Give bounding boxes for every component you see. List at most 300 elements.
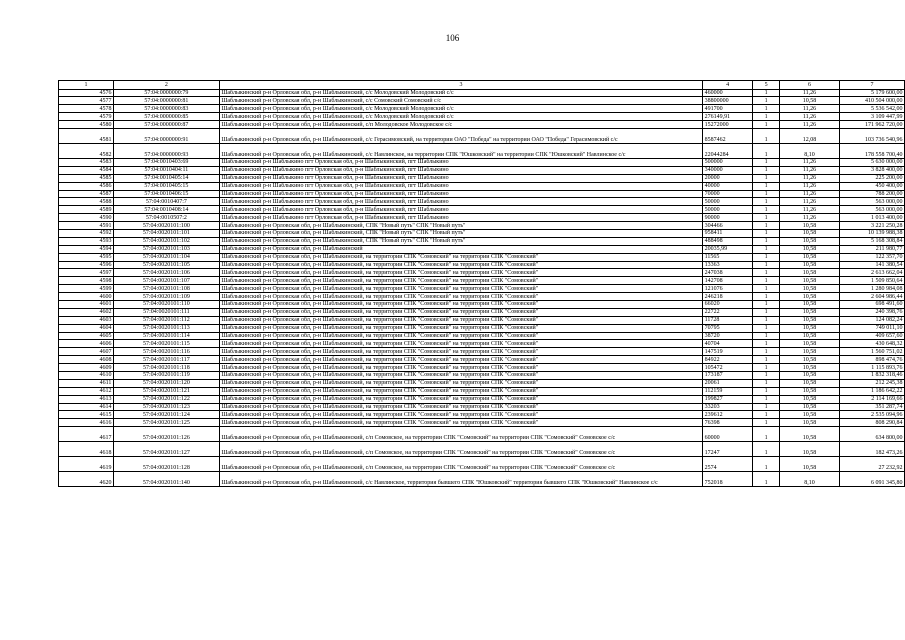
cadastral-number-cell: 57:04:0020101:113 — [113, 324, 219, 332]
address-text: Шаблыкинский р-н Орловская обл, р-н Шаблыкинский, на территории СПК "Сомовский" на территории СПК "Сомовский" — [221, 356, 539, 363]
area-cell: 70795 — [703, 324, 753, 332]
cadastral-number-cell: 57:04:0000000:79 — [113, 89, 219, 97]
specific-value-cell: 11,26 — [780, 198, 840, 206]
cadastral-number-cell: 57:04:0020101:102 — [113, 237, 219, 245]
address-text: Шаблыкинский р-н Орловская обл, р-н Шаблыкинский, на территории СПК "Сомовский" на территории СПК "Сомовский" — [221, 262, 539, 269]
address-cell — [219, 364, 702, 372]
column-header: 6 — [780, 81, 840, 90]
address-cell — [219, 245, 702, 253]
area-cell: 147519 — [703, 348, 753, 356]
row-number-cell: 4617 — [59, 427, 114, 442]
cadastral-number-cell: 57:04:0020101:121 — [113, 387, 219, 395]
cadastral-number-cell: 57:04:0020101:101 — [113, 229, 219, 237]
cadastral-number-cell: 57:04:0020101:106 — [113, 269, 219, 277]
address-text: Шаблыкинский р-н Орловская обл, р-н Шаблыкинский, с/с Навлинское, на территории СПК "Юшковский" на территории СПК "Юшковский" Навлинское с/с — [221, 151, 626, 158]
area-cell: 50000 — [703, 206, 753, 214]
coefficient-cell: 1 — [753, 277, 780, 285]
row-number-cell: 4601 — [59, 300, 114, 308]
cadastral-number-cell: 57:04:0020101:108 — [113, 285, 219, 293]
cadastral-value-cell: 898 474,76 — [839, 356, 904, 364]
area-cell: 15272000 — [703, 121, 753, 129]
row-number-cell: 4620 — [59, 472, 114, 487]
coefficient-cell: 1 — [753, 379, 780, 387]
coefficient-cell: 1 — [753, 457, 780, 472]
address-text: Шаблыкинский р-н Орловская обл, р-н Шаблыкинский, на территории СПК "Сомовский" на территории СПК "Сомовский" — [221, 380, 539, 387]
area-cell: 13363 — [703, 261, 753, 269]
table-row — [59, 442, 905, 457]
column-header: 7 — [839, 81, 904, 90]
table-row — [59, 332, 905, 340]
area-cell: 121076 — [703, 285, 753, 293]
coefficient-cell: 1 — [753, 190, 780, 198]
area-cell: 173187 — [703, 372, 753, 380]
cadastral-value-cell: 171 962 720,00 — [839, 121, 904, 129]
cadastral-value-cell: 430 648,32 — [839, 340, 904, 348]
cadastral-number-cell: 57:04:0020101:110 — [113, 300, 219, 308]
row-number-cell: 4610 — [59, 372, 114, 380]
address-text: Шаблыкинский р-н Орловская обл, р-н Шаблыкинский, с/с Молодовский Молодовский с/с — [221, 89, 454, 96]
specific-value-cell: 10,58 — [780, 300, 840, 308]
table-row — [59, 300, 905, 308]
address-text: Шаблыкинский р-н Шаблыкино пгт Орловская обл, р-н Шаблыкинский, пгт Шаблыкино — [221, 191, 449, 197]
cadastral-value-cell: 122 357,70 — [839, 253, 904, 261]
specific-value-cell: 10,58 — [780, 229, 840, 237]
address-text: Шаблыкинский р-н Орловская обл, р-н Шаблыкинский, с/п Сомовское, на территории СПК "Сомовский" на территории СПК "Сомовский" Сомовское с/с — [221, 449, 616, 456]
specific-value-cell: 11,26 — [780, 89, 840, 97]
table-row — [59, 113, 905, 121]
row-number-cell: 4604 — [59, 324, 114, 332]
table-row — [59, 166, 905, 174]
coefficient-cell: 1 — [753, 198, 780, 206]
area-cell: 66020 — [703, 300, 753, 308]
address-cell — [219, 121, 702, 129]
specific-value-cell: 10,58 — [780, 308, 840, 316]
row-number-cell: 4613 — [59, 395, 114, 403]
cadastral-value-cell: 141 380,54 — [839, 261, 904, 269]
specific-value-cell: 10,58 — [780, 442, 840, 457]
cadastral-value-cell: 2 613 662,04 — [839, 269, 904, 277]
specific-value-cell: 10,58 — [780, 261, 840, 269]
coefficient-cell: 1 — [753, 253, 780, 261]
specific-value-cell: 11,26 — [780, 206, 840, 214]
row-number-cell: 4606 — [59, 340, 114, 348]
table-row — [59, 356, 905, 364]
address-text: Шаблыкинский р-н Орловская обл, р-н Шаблыкинский, на территории СПК "Сомовский" на территории СПК "Сомовский" — [221, 277, 539, 284]
cadastral-value-cell: 351 287,74 — [839, 403, 904, 411]
address-text: Шаблыкинский р-н Шаблыкино пгт Орловская обл, р-н Шаблыкинский, пгт Шаблыкино — [221, 175, 449, 182]
specific-value-cell: 11,26 — [780, 166, 840, 174]
table-row — [59, 174, 905, 182]
coefficient-cell: 1 — [753, 214, 780, 222]
coefficient-cell: 1 — [753, 261, 780, 269]
area-cell: 38720 — [703, 332, 753, 340]
column-number-header — [59, 81, 905, 90]
row-number-cell: 4596 — [59, 261, 114, 269]
row-number-cell: 4581 — [59, 128, 114, 143]
cadastral-number-cell: 57:04:0020101:120 — [113, 379, 219, 387]
area-cell: 11728 — [703, 316, 753, 324]
specific-value-cell: 10,58 — [780, 97, 840, 105]
coefficient-cell: 1 — [753, 316, 780, 324]
row-number-cell: 4593 — [59, 237, 114, 245]
specific-value-cell: 10,58 — [780, 269, 840, 277]
area-cell: 20035,99 — [703, 245, 753, 253]
table-row — [59, 89, 905, 97]
coefficient-cell: 1 — [753, 348, 780, 356]
address-cell — [219, 182, 702, 190]
row-number-cell: 4595 — [59, 253, 114, 261]
coefficient-cell: 1 — [753, 324, 780, 332]
address-cell — [219, 324, 702, 332]
row-number-cell: 4597 — [59, 269, 114, 277]
table-row — [59, 245, 905, 253]
address-cell — [219, 269, 702, 277]
area-cell: 105472 — [703, 364, 753, 372]
cadastral-value-cell: 1 013 400,00 — [839, 214, 904, 222]
cadastral-value-cell: 749 011,10 — [839, 324, 904, 332]
coefficient-cell: 1 — [753, 372, 780, 380]
area-cell: 50000 — [703, 198, 753, 206]
coefficient-cell: 1 — [753, 166, 780, 174]
cadastral-number-cell: 57:04:0000000:83 — [113, 105, 219, 113]
cadastral-number-cell: 57:04:0010403:69 — [113, 158, 219, 166]
coefficient-cell: 1 — [753, 403, 780, 411]
area-cell: 488498 — [703, 237, 753, 245]
cadastral-number-cell: 57:04:0020101:107 — [113, 277, 219, 285]
address-cell — [219, 427, 702, 442]
cadastral-number-cell: 57:04:0000000:85 — [113, 113, 219, 121]
specific-value-cell: 10,58 — [780, 364, 840, 372]
row-number-cell: 4600 — [59, 293, 114, 301]
row-number-cell: 4599 — [59, 285, 114, 293]
area-cell: 491700 — [703, 105, 753, 113]
address-cell — [219, 379, 702, 387]
row-number-cell: 4579 — [59, 113, 114, 121]
area-cell: 239612 — [703, 411, 753, 419]
address-cell — [219, 206, 702, 214]
address-text: Шаблыкинский р-н Орловская обл, р-н Шаблыкинский, на территории СПК "Сомовский" на территории СПК "Сомовский" — [221, 388, 539, 395]
coefficient-cell: 1 — [753, 143, 780, 158]
cadastral-number-cell: 57:04:0020101:112 — [113, 316, 219, 324]
address-cell — [219, 237, 702, 245]
cadastral-value-cell: 182 473,26 — [839, 442, 904, 457]
cadastral-value-cell: 27 232,92 — [839, 457, 904, 472]
specific-value-cell: 10,58 — [780, 222, 840, 230]
column-header: 1 — [59, 81, 114, 90]
address-text: Шаблыкинский р-н Орловская обл, р-н Шаблыкинский, на территории СПК "Сомовский" на территории СПК "Сомовский" — [221, 419, 539, 426]
address-cell — [219, 387, 702, 395]
coefficient-cell: 1 — [753, 293, 780, 301]
table-row — [59, 214, 905, 222]
area-cell: 40000 — [703, 182, 753, 190]
table-row — [59, 285, 905, 293]
cadastral-number-cell: 57:04:0010405:15 — [113, 182, 219, 190]
row-number-cell: 4582 — [59, 143, 114, 158]
address-cell — [219, 261, 702, 269]
address-cell — [219, 190, 702, 198]
address-text: Шаблыкинский р-н Орловская обл, р-н Шаблыкинский — [221, 246, 363, 253]
cadastral-value-cell: 6 091 345,80 — [839, 472, 904, 487]
address-cell — [219, 214, 702, 222]
table-row — [59, 316, 905, 324]
cadastral-value-cell: 1 115 893,76 — [839, 364, 904, 372]
row-number-cell: 4603 — [59, 316, 114, 324]
address-text: Шаблыкинский р-н Орловская обл, р-н Шаблыкинский, на территории СПК "Сомовский" на территории СПК "Сомовский" — [221, 285, 539, 292]
table-row — [59, 229, 905, 237]
cadastral-value-cell: 698 491,60 — [839, 300, 904, 308]
address-cell — [219, 442, 702, 457]
address-cell — [219, 348, 702, 356]
coefficient-cell: 1 — [753, 174, 780, 182]
area-cell: 33203 — [703, 403, 753, 411]
address-cell — [219, 229, 702, 237]
cadastral-value-table — [58, 80, 905, 487]
address-cell — [219, 105, 702, 113]
address-cell — [219, 395, 702, 403]
address-text: Шаблыкинский р-н Орловская обл, р-н Шаблыкинский, на территории СПК "Сомовский" на территории СПК "Сомовский" — [221, 333, 539, 340]
specific-value-cell: 10,58 — [780, 245, 840, 253]
cadastral-value-cell: 563 000,00 — [839, 206, 904, 214]
specific-value-cell: 8,10 — [780, 472, 840, 487]
table-row — [59, 206, 905, 214]
cadastral-value-cell: 3 221 250,28 — [839, 222, 904, 230]
row-number-cell: 4618 — [59, 442, 114, 457]
row-number-cell: 4608 — [59, 356, 114, 364]
table-row — [59, 269, 905, 277]
specific-value-cell: 10,58 — [780, 316, 840, 324]
table-row — [59, 198, 905, 206]
cadastral-number-cell: 57:04:0010406:15 — [113, 190, 219, 198]
specific-value-cell: 10,58 — [780, 324, 840, 332]
address-text: Шаблыкинский р-н Шаблыкино пгт Орловская обл, р-н Шаблыкинский, пгт Шаблыкино — [221, 167, 449, 174]
cadastral-value-cell: 808 290,84 — [839, 419, 904, 427]
specific-value-cell: 10,58 — [780, 285, 840, 293]
coefficient-cell: 1 — [753, 356, 780, 364]
specific-value-cell: 10,58 — [780, 457, 840, 472]
cadastral-value-cell: 5 630 000,00 — [839, 158, 904, 166]
specific-value-cell: 10,58 — [780, 253, 840, 261]
address-cell — [219, 340, 702, 348]
cadastral-number-cell: 57:04:0000000:81 — [113, 97, 219, 105]
address-text: Шаблыкинский р-н Орловская обл, р-н Шаблыкинский, с/с Молодовский Молодовский с/с — [221, 113, 454, 120]
specific-value-cell: 10,58 — [780, 293, 840, 301]
area-cell: 22722 — [703, 308, 753, 316]
cadastral-value-cell: 634 800,00 — [839, 427, 904, 442]
specific-value-cell: 10,58 — [780, 427, 840, 442]
address-cell — [219, 372, 702, 380]
specific-value-cell: 10,58 — [780, 372, 840, 380]
address-cell — [219, 143, 702, 158]
table-row — [59, 472, 905, 487]
coefficient-cell: 1 — [753, 427, 780, 442]
address-cell — [219, 113, 702, 121]
specific-value-cell: 10,58 — [780, 419, 840, 427]
address-text: Шаблыкинский р-н Орловская обл, р-н Шаблыкинский, на территории СПК "Сомовский" на территории СПК "Сомовский" — [221, 317, 539, 324]
row-number-cell: 4616 — [59, 419, 114, 427]
address-cell — [219, 97, 702, 105]
table-row — [59, 340, 905, 348]
cadastral-value-cell: 563 000,00 — [839, 198, 904, 206]
cadastral-value-cell: 1 832 318,46 — [839, 372, 904, 380]
address-text: Шаблыкинский р-н Орловская обл, р-н Шаблыкинский, на территории СПК "Сомовский" на территории СПК "Сомовский" — [221, 404, 539, 411]
specific-value-cell: 10,58 — [780, 237, 840, 245]
address-text: Шаблыкинский р-н Орловская обл, р-н Шаблыкинский, на территории СПК "Сомовский" на территории СПК "Сомовский" — [221, 340, 539, 347]
specific-value-cell: 10,58 — [780, 411, 840, 419]
coefficient-cell: 1 — [753, 245, 780, 253]
address-text: Шаблыкинский р-н Орловская обл, р-н Шаблыкинский, на территории СПК "Сомовский" на территории СПК "Сомовский" — [221, 269, 539, 276]
cadastral-number-cell: 57:04:0020101:104 — [113, 253, 219, 261]
cadastral-number-cell: 57:04:0020101:116 — [113, 348, 219, 356]
address-text: Шаблыкинский р-н Орловская обл, р-н Шаблыкинский, с/п Сомовское, на территории СПК "Сомовский" на территории СПК "Сомовский" Сомовское с/с — [221, 464, 616, 471]
row-number-cell: 4586 — [59, 182, 114, 190]
specific-value-cell: 11,26 — [780, 190, 840, 198]
address-cell — [219, 411, 702, 419]
specific-value-cell: 11,26 — [780, 121, 840, 129]
cadastral-number-cell: 57:04:0020101:111 — [113, 308, 219, 316]
cadastral-number-cell: 57:04:0010407:7 — [113, 198, 219, 206]
cadastral-number-cell: 57:04:0020101:114 — [113, 332, 219, 340]
table-row — [59, 158, 905, 166]
table-row — [59, 395, 905, 403]
area-cell: 40704 — [703, 340, 753, 348]
area-cell: 500000 — [703, 158, 753, 166]
cadastral-value-cell: 5 179 600,00 — [839, 89, 904, 97]
address-text: Шаблыкинский р-н Орловская обл, р-н Шаблыкинский, на территории СПК "Сомовский" на территории СПК "Сомовский" — [221, 372, 539, 379]
specific-value-cell: 11,26 — [780, 174, 840, 182]
address-cell — [219, 403, 702, 411]
address-text: Шаблыкинский р-н Орловская обл, р-н Шаблыкинский, с/с Герасимовский, на территории ОАО "Победа" на территории ОАО "Победа" Герасимовский с/с — [221, 136, 618, 143]
cadastral-number-cell: 57:04:0010404:11 — [113, 166, 219, 174]
address-cell — [219, 300, 702, 308]
address-text: Шаблыкинский р-н Орловская обл, р-н Шаблыкинский, СПК "Новый путь" СПК "Новый путь" — [221, 222, 466, 229]
address-cell — [219, 174, 702, 182]
area-cell: 2574 — [703, 457, 753, 472]
address-cell — [219, 128, 702, 143]
table-row — [59, 190, 905, 198]
row-number-cell: 4576 — [59, 89, 114, 97]
coefficient-cell: 1 — [753, 387, 780, 395]
area-cell: 8587462 — [703, 128, 753, 143]
row-number-cell: 4611 — [59, 379, 114, 387]
cadastral-value-cell: 225 200,00 — [839, 174, 904, 182]
address-text: Шаблыкинский р-н Орловская обл, р-н Шаблыкинский, на территории СПК "Сомовский" на территории СПК "Сомовский" — [221, 411, 539, 418]
address-cell — [219, 472, 702, 487]
row-number-cell: 4585 — [59, 174, 114, 182]
cadastral-value-cell: 2 114 169,66 — [839, 395, 904, 403]
area-cell: 90000 — [703, 214, 753, 222]
row-number-cell: 4594 — [59, 245, 114, 253]
specific-value-cell: 8,10 — [780, 143, 840, 158]
area-cell: 247038 — [703, 269, 753, 277]
coefficient-cell: 1 — [753, 285, 780, 293]
address-cell — [219, 222, 702, 230]
row-number-cell: 4612 — [59, 387, 114, 395]
coefficient-cell: 1 — [753, 237, 780, 245]
address-cell — [219, 166, 702, 174]
specific-value-cell: 10,58 — [780, 356, 840, 364]
cadastral-number-cell: 57:04:0020101:117 — [113, 356, 219, 364]
coefficient-cell: 1 — [753, 308, 780, 316]
address-cell — [219, 253, 702, 261]
area-cell: 20000 — [703, 174, 753, 182]
cadastral-number-cell: 57:04:0000000:91 — [113, 128, 219, 143]
row-number-cell: 4591 — [59, 222, 114, 230]
area-cell: 340000 — [703, 166, 753, 174]
row-number-cell: 4577 — [59, 97, 114, 105]
specific-value-cell: 11,26 — [780, 113, 840, 121]
cadastral-value-cell: 3 109 447,99 — [839, 113, 904, 121]
table-row — [59, 387, 905, 395]
coefficient-cell: 1 — [753, 182, 780, 190]
column-header: 4 — [703, 81, 753, 90]
table-row — [59, 419, 905, 427]
row-number-cell: 4598 — [59, 277, 114, 285]
table-row — [59, 182, 905, 190]
coefficient-cell: 1 — [753, 128, 780, 143]
table-row — [59, 293, 905, 301]
cadastral-number-cell: 57:04:0000000:93 — [113, 143, 219, 158]
coefficient-cell: 1 — [753, 222, 780, 230]
address-text: Шаблыкинский р-н Шаблыкино пгт Орловская обл, р-н Шаблыкинский, пгт Шаблыкино — [221, 183, 449, 190]
cadastral-value-cell: 124 082,24 — [839, 316, 904, 324]
area-cell: 20061 — [703, 379, 753, 387]
row-number-cell: 4602 — [59, 308, 114, 316]
address-text: Шаблыкинский р-н Орловская обл, р-н Шаблыкинский, с/с Навлинское, территория бывшего СПК "Юшковский" территория бывшего СПК "Юшковский" Навлинское с/с — [221, 479, 658, 486]
address-text: Шаблыкинский р-н Орловская обл, р-н Шаблыкинский, с/п Сомовское, на территории СПК "Сомовский" на территории СПК "Сомовский" Сомовское с/с — [221, 434, 616, 441]
specific-value-cell: 10,58 — [780, 387, 840, 395]
cadastral-number-cell: 57:04:0010405:14 — [113, 174, 219, 182]
row-number-cell: 4619 — [59, 457, 114, 472]
address-text: Шаблыкинский р-н Орловская обл, р-н Шаблыкинский, на территории СПК "Сомовский" на территории СПК "Сомовский" — [221, 325, 539, 332]
cadastral-number-cell: 57:04:0020101:128 — [113, 457, 219, 472]
coefficient-cell: 1 — [753, 158, 780, 166]
cadastral-value-cell: 240 398,76 — [839, 308, 904, 316]
address-cell — [219, 419, 702, 427]
row-number-cell: 4584 — [59, 166, 114, 174]
address-text: Шаблыкинский р-н Орловская обл, р-н Шаблыкинский, на территории СПК "Сомовский" на территории СПК "Сомовский" — [221, 348, 539, 355]
coefficient-cell: 1 — [753, 89, 780, 97]
row-number-cell: 4587 — [59, 190, 114, 198]
specific-value-cell: 11,26 — [780, 182, 840, 190]
row-number-cell: 4589 — [59, 206, 114, 214]
cadastral-value-cell: 2 535 094,96 — [839, 411, 904, 419]
address-text: Шаблыкинский р-н Орловская обл, р-н Шаблыкинский, с/с Молодовский Молодовский с/с — [221, 105, 454, 112]
table-row — [59, 128, 905, 143]
area-cell: 752018 — [703, 472, 753, 487]
table-row — [59, 121, 905, 129]
coefficient-cell: 1 — [753, 269, 780, 277]
table-row — [59, 261, 905, 269]
cadastral-number-cell: 57:04:0020101:125 — [113, 419, 219, 427]
specific-value-cell: 12,08 — [780, 128, 840, 143]
cadastral-number-cell: 57:04:0000000:87 — [113, 121, 219, 129]
address-text: Шаблыкинский р-н Орловская обл, р-н Шаблыкинский, на территории СПК "Сомовский" на территории СПК "Сомовский" — [221, 254, 539, 261]
coefficient-cell: 1 — [753, 300, 780, 308]
cadastral-value-cell: 5 536 542,00 — [839, 105, 904, 113]
specific-value-cell: 10,58 — [780, 277, 840, 285]
cadastral-value-cell: 1 560 751,02 — [839, 348, 904, 356]
address-text: Шаблыкинский р-н Орловская обл, р-н Шаблыкинский, на территории СПК "Сомовский" на территории СПК "Сомовский" — [221, 396, 539, 403]
specific-value-cell: 10,58 — [780, 403, 840, 411]
specific-value-cell: 11,26 — [780, 214, 840, 222]
cadastral-value-cell: 212 245,38 — [839, 379, 904, 387]
specific-value-cell: 10,58 — [780, 395, 840, 403]
table-row — [59, 143, 905, 158]
address-text: Шаблыкинский р-н Шаблыкино пгт Орловская обл, р-н Шаблыкинский, пгт Шаблыкино — [221, 206, 449, 213]
row-number-cell: 4607 — [59, 348, 114, 356]
row-number-cell: 4578 — [59, 105, 114, 113]
cadastral-value-cell: 410 504 000,00 — [839, 97, 904, 105]
